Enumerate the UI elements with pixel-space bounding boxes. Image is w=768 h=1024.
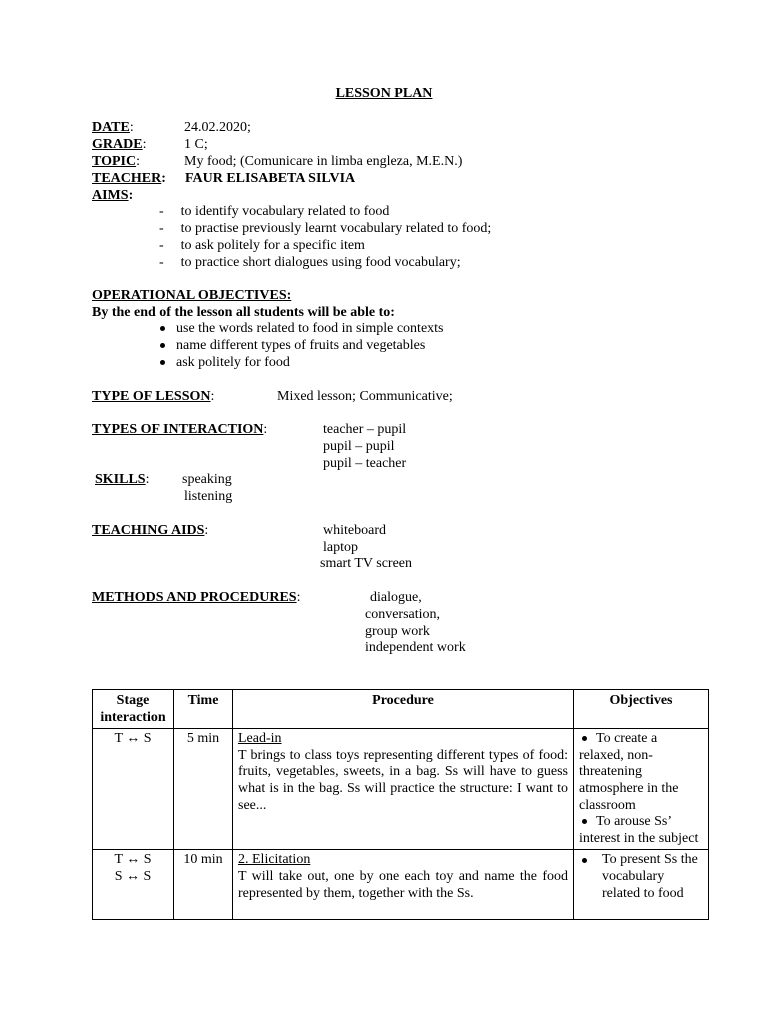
objective-item: To arouse Ss’ interest in the subject [579,814,699,846]
aims-list-item: - to ask politely for a specific item [159,238,365,253]
header-time: Time [174,690,233,729]
table-header-row [93,690,709,729]
aids-value: smart TV screen [320,556,413,571]
interaction-value: pupil – pupil [323,439,395,454]
aims-list-item: - to identify vocabulary related to food [159,204,390,219]
objective-item: To create a relaxed, non-threatening atmosphere in the classroom [579,731,679,813]
bullet-icon [582,736,587,741]
aims-row: AIMS: [92,188,134,203]
lesson-type-label: TYPE OF LESSON [92,389,211,404]
methods-value: conversation, [365,607,441,622]
bullet-icon [160,326,165,331]
grade-value: 1 C; [184,137,208,152]
grade-row: GRADE: [92,137,147,152]
methods-label: METHODS AND PROCEDURES [92,590,297,605]
table-row [93,850,709,920]
aids-value: laptop [323,540,358,555]
methods-value: group work [365,624,430,639]
objectives-cell [574,729,709,850]
procedure-title: 2. Elicitation [238,852,311,868]
objectives-list-item: use the words related to food in simple contexts [160,321,444,338]
objectives-list-item: ask politely for food [160,355,290,372]
interaction-label: TYPES OF INTERACTION [92,422,264,437]
interaction-value: teacher – pupil [323,422,407,437]
page-title: LESSON PLAN [335,86,433,101]
time-cell: 5 min [174,729,233,850]
lesson-type-row: TYPE OF LESSON: [92,389,215,404]
grade-label: GRADE [92,137,143,152]
aids-value: whiteboard [323,523,386,538]
aims-list-item: - to practise previously learnt vocabulary related to food; [159,221,492,236]
aids-label: TEACHING AIDS [92,523,205,538]
objectives-cell [574,850,709,920]
aids-row: TEACHING AIDS: [92,523,209,538]
interaction-row: TYPES OF INTERACTION: [92,422,268,437]
methods-value: dialogue, [370,590,422,605]
header-stage: Stage interaction [93,690,174,729]
header-procedure: Procedure [233,690,574,729]
table-row [93,729,709,850]
objectives-intro: By the end of the lesson all students will be able to: [92,305,395,320]
objective-item: To present Ss the vocabulary related to food [579,852,703,902]
lesson-type-value: Mixed lesson; Communicative; [277,389,453,404]
skills-row: SKILLS: [95,472,150,487]
objectives-heading: OPERATIONAL OBJECTIVES: [92,288,292,303]
date-row: DATE: [92,120,134,135]
topic-row: TOPIC: [92,154,140,169]
stage-cell: T ↔ S [93,729,174,850]
topic-value: My food; (Comunicare in limba engleza, M.E.N.) [184,154,463,169]
date-label: DATE [92,120,130,135]
topic-label: TOPIC [92,154,137,169]
procedure-text: T will take out, one by one each toy and name the food represented by them, together with the Ss. [238,868,568,901]
date-value: 24.02.2020; [184,120,251,135]
time-cell: 10 min [174,850,233,920]
objectives-list-item: name different types of fruits and vegetables [160,338,425,355]
header-objectives: Objectives [574,690,709,729]
teacher-value: FAUR ELISABETA SILVIA [185,171,356,186]
skills-value: speaking [182,472,232,487]
procedure-text: T brings to class toys representing different types of food: fruits, vegetables, sweets, in a bag. Ss will have to guess what is in the bag. Ss will practice the structure: I want to see... [238,747,568,813]
procedure-cell [233,729,574,850]
interaction-value: pupil – teacher [323,456,407,471]
bullet-icon [160,360,165,365]
lesson-table [92,689,709,920]
aims-list-item: - to practice short dialogues using food vocabulary; [159,255,461,270]
bullet-icon [582,858,587,863]
methods-value: independent work [365,640,466,655]
bullet-icon [582,819,587,824]
teacher-label: TEACHER [92,171,162,186]
teacher-row: TEACHER: [92,171,166,186]
aims-label: AIMS [92,188,129,203]
skills-label: SKILLS [95,472,146,487]
bullet-icon [160,343,165,348]
methods-row: METHODS AND PROCEDURES: [92,590,301,605]
stage-cell: T ↔ S S ↔ S [93,850,174,920]
skills-value: listening [184,489,233,504]
procedure-cell [233,850,574,920]
procedure-title: Lead-in [238,731,282,747]
